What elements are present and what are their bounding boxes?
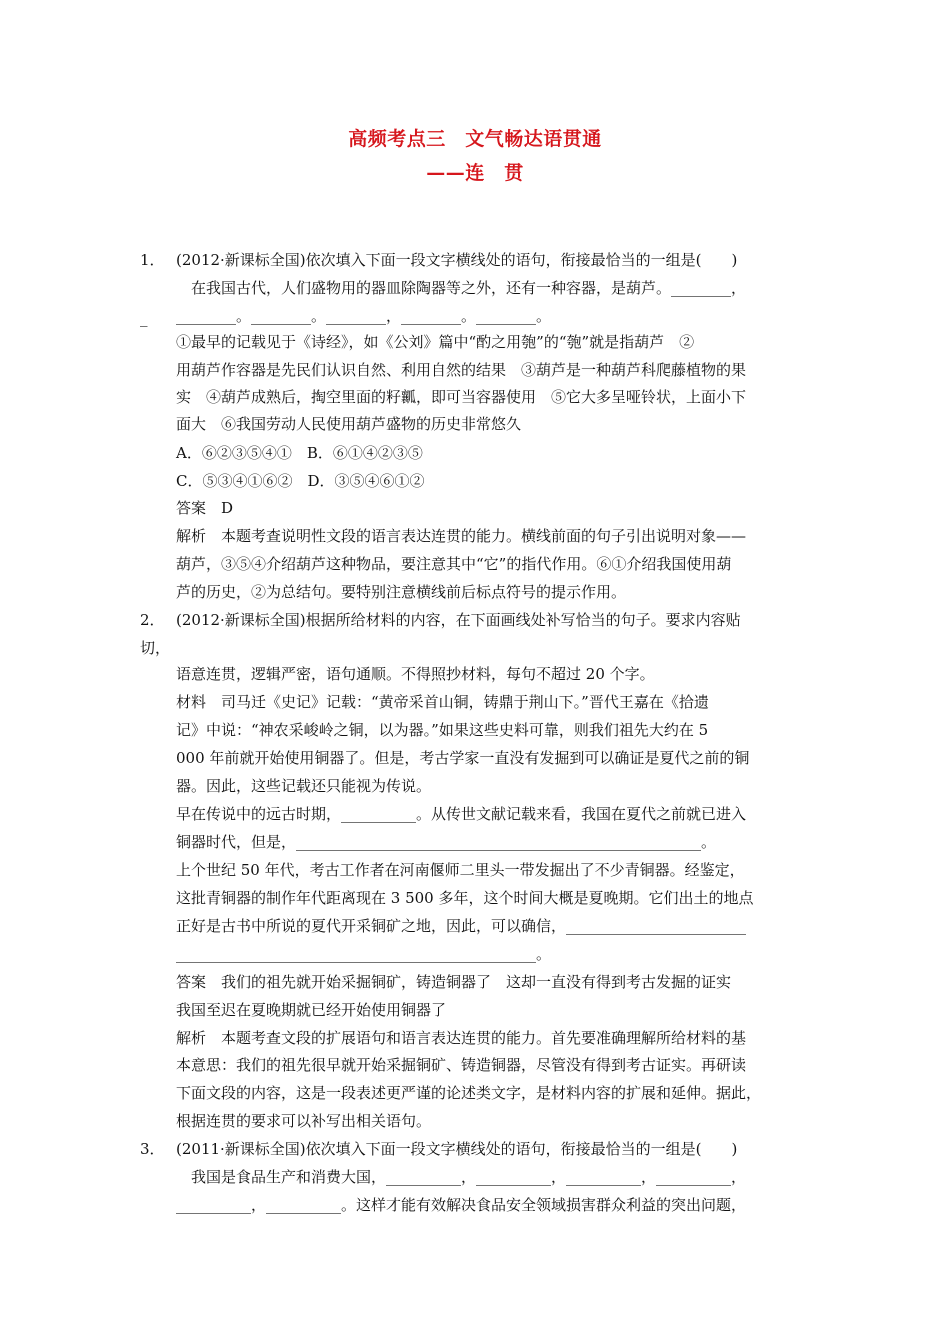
q2-material-0: 材料 司马迁《史记》记载：“黄帝采首山铜，铸鼎于荆山下。”晋代王嘉在《拾遗: [176, 693, 709, 711]
q2-answer-1: 我国至迟在夏晚期就已经开始使用铜器了: [176, 1001, 447, 1019]
q1-analysis-1: 葫芦，③⑤④介绍葫芦这种物品，要注意其中“它”的指代作用。⑥①介绍我国使用葫: [176, 555, 732, 573]
q2-text-5: ________________________________________________。: [176, 945, 552, 963]
q3-line-1: 我国是食品生产和消费大国，__________，__________，__________，__________，: [176, 1168, 747, 1186]
page-title: 高频考点三 文气畅达语贯通: [348, 128, 602, 150]
q2-analysis-1: 本意思：我们的祖先很早就开始采掘铜矿、铸造铜器，尽管没有得到考古证实。再研读: [176, 1056, 747, 1074]
q2-text-0: 早在传说中的远古时期，__________。从传世文献记载来看，我国在夏代之前就已进入: [176, 805, 747, 823]
q2-text-1: 铜器时代，但是，______________________________________________________。: [176, 833, 717, 851]
question-1-number: 1．: [140, 251, 165, 269]
q2-analysis-2: 下面文段的内容，这是一段表述更严谨的论述类文字，是材料内容的扩展和延伸。据此，: [176, 1084, 762, 1102]
q2-text-2: 上个世纪 50 年代，考古工作者在河南偃师二里头一带发掘出了不少青铜器。经鉴定，: [176, 861, 745, 879]
q1-line-2: ________。________。________，________。________。: [176, 307, 552, 325]
q3-line-0: (2011·新课标全国)依次填入下面一段文字横线处的语句，衔接最恰当的一组是( ): [176, 1140, 738, 1158]
q1-line-1: 在我国古代，人们盛物用的器皿除陶器等之外，还有一种容器，是葫芦。________，: [176, 279, 747, 297]
q1-tick: _: [140, 309, 148, 327]
q1-option-ab: A．⑥②③⑤④① B．⑥①④②③⑤: [176, 444, 423, 462]
q1-analysis-0: 解析 本题考查说明性文段的语言表达连贯的能力。横线前面的句子引出说明对象——: [176, 527, 747, 545]
q2-text-4: 正好是古书中所说的夏代开采铜矿之地，因此，可以确信，________________________: [176, 917, 747, 935]
q1-line-3: ①最早的记载见于《诗经》，如《公刘》篇中“酌之用匏”的“匏”就是指葫芦 ②: [176, 333, 695, 351]
q2-material-2: 000 年前就开始使用铜器了。但是，考古学家一直没有发掘到可以确证是夏代之前的铜: [176, 749, 750, 767]
q2-line-1: 语意连贯，逻辑严密，语句通顺。不得照抄材料，每句不超过 20 个字。: [176, 665, 655, 683]
q1-line-5: 实 ④葫芦成熟后，掏空里面的籽瓤，即可当容器使用 ⑤它大多呈哑铃状，上面小下: [176, 388, 747, 406]
q2-answer-0: 答案 我们的祖先就开始采掘铜矿，铸造铜器了 这却一直没有得到考古发掘的证实: [176, 973, 732, 991]
q2-text-3: 这批青铜器的制作年代距离现在 3 500 多年，这个时间大概是夏晚期。它们出土的地点: [176, 889, 754, 907]
q2-analysis-0: 解析 本题考查文段的扩展语句和语言表达连贯的能力。首先要准确理解所给材料的基: [176, 1029, 747, 1047]
q1-answer: 答案 D: [176, 499, 234, 517]
q1-line-0: (2012·新课标全国)依次填入下面一段文字横线处的语句，衔接最恰当的一组是( ): [176, 251, 738, 269]
q2-material-3: 器。因此，这些记载还只能视为传说。: [176, 777, 432, 795]
q1-option-cd: C．⑤③④①⑥② D．③⑤④⑥①②: [176, 472, 425, 490]
page-subtitle: ——连 贯: [426, 162, 524, 184]
q1-analysis-2: 芦的历史，②为总结句。要特别注意横线前后标点符号的提示作用。: [176, 583, 627, 601]
q1-line-6: 面大 ⑥我国劳动人民使用葫芦盛物的历史非常悠久: [176, 415, 522, 433]
q2-wrap: 切，: [140, 639, 171, 657]
question-2-number: 2．: [140, 611, 165, 629]
q3-line-2: __________，__________。这样才能有效解决食品安全领域损害群众利益的突出问题，: [176, 1196, 747, 1214]
q1-line-4: 用葫芦作容器是先民们认识自然、利用自然的结果 ③葫芦是一种葫芦科爬藤植物的果: [176, 361, 747, 379]
question-3-number: 3．: [140, 1140, 165, 1158]
q2-line-0: (2012·新课标全国)根据所给材料的内容，在下面画线处补写恰当的句子。要求内容贴: [176, 611, 741, 629]
q2-material-1: 记》中说：“神农采峻岭之铜，以为器。”如果这些史料可靠，则我们祖先大约在 5: [176, 721, 709, 739]
q2-analysis-3: 根据连贯的要求可以补写出相关语句。: [176, 1112, 432, 1130]
